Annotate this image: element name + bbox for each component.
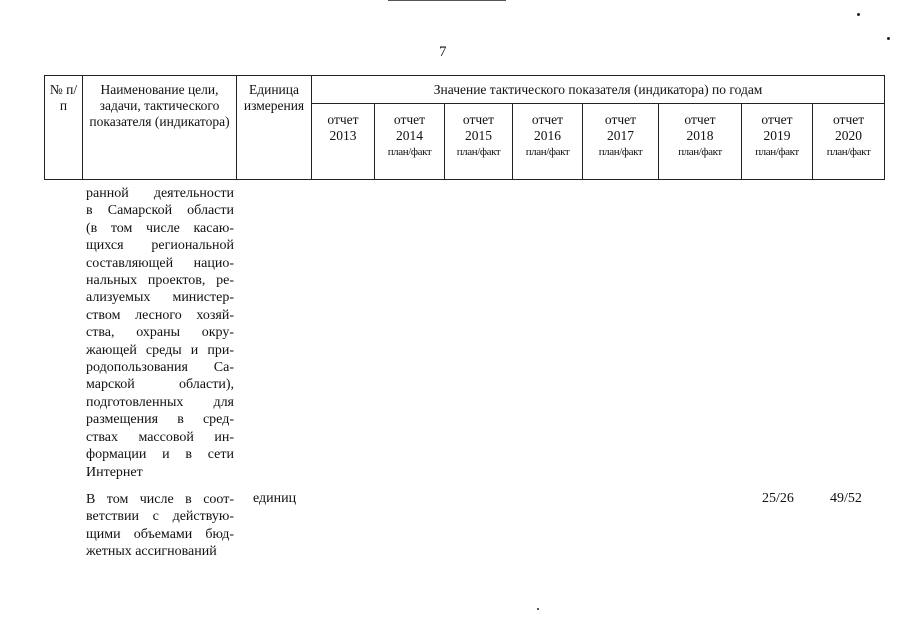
text-line: марской области), (86, 377, 234, 393)
year-col (659, 104, 742, 180)
plan-fact-label: план/факт (456, 146, 501, 158)
text-line: составляющей нацио- (86, 255, 234, 271)
year-value: 2018 (686, 128, 714, 143)
year-label: отчет (761, 112, 793, 127)
plan-fact-label: план/факт (387, 146, 432, 158)
year-value: 2017 (607, 128, 634, 143)
plan-fact-label: план/факт (678, 146, 722, 158)
year-label: отчет (832, 112, 865, 127)
year-col (312, 104, 375, 180)
text-line: ветствии с действую- (86, 509, 234, 525)
scan-speck (537, 608, 539, 610)
indicator-name-subitem (86, 491, 234, 561)
text-line: родопользования Са- (86, 360, 234, 376)
plan-fact-label: план/факт (598, 146, 643, 158)
plan-fact-label: план/факт (826, 146, 871, 158)
year-value: 2019 (763, 128, 791, 143)
scan-speck (887, 37, 890, 40)
indicator-name-continued (86, 185, 234, 481)
year-col (513, 104, 583, 180)
year-label: отчет (684, 112, 716, 127)
year-value: 2016 (534, 128, 561, 143)
text-line: размещения в сред- (86, 412, 234, 428)
text-line: Интернет (86, 464, 143, 480)
plan-fact-label: план/факт (755, 146, 799, 158)
text-line: В том числе в соот- (86, 492, 234, 507)
year-label: отчет (604, 112, 637, 127)
text-line: (в том числе касаю- (86, 220, 234, 236)
header-num: № п/п (45, 76, 83, 180)
year-label: отчет (393, 112, 426, 127)
value-2020: 49/52 (830, 491, 862, 506)
text-line: в Самарской области (86, 203, 234, 219)
unit-value: единиц (253, 491, 297, 506)
text-line: ства, охраны окру- (86, 325, 234, 341)
header-rule (388, 0, 506, 1)
text-line: щими объемами бюд- (86, 526, 234, 542)
year-col (445, 104, 513, 180)
year-value: 2020 (835, 128, 863, 143)
indicator-table-header (44, 75, 885, 180)
text-line: жетных ассигнований (86, 544, 217, 560)
plan-fact-label: план/факт (525, 146, 570, 158)
header-unit: Единица измерения (237, 76, 312, 180)
year-value: 2013 (329, 128, 357, 143)
scan-speck (857, 13, 860, 16)
text-line: ализуемых министер- (86, 290, 234, 306)
year-label: отчет (327, 112, 359, 127)
text-line: нальных проектов, ре- (86, 273, 234, 289)
year-value: 2015 (465, 128, 492, 143)
year-label: отчет (462, 112, 495, 127)
text-line: ствах массовой ин- (86, 429, 234, 445)
header-name: Наименование цели, задачи, тактического показателя (индикатора) (83, 76, 237, 180)
text-line: щихся региональной (86, 238, 234, 254)
text-line: ранной деятельности (86, 186, 234, 201)
year-col (583, 104, 659, 180)
text-line: ством лесного хозяй- (86, 307, 234, 323)
year-value: 2014 (396, 128, 423, 143)
text-line: формации и в сети (86, 447, 234, 463)
page-number: 7 (439, 44, 447, 60)
year-col (375, 104, 445, 180)
text-line: подготовленных для (86, 394, 234, 410)
header-values: Значение тактического показателя (индикатора) по годам (312, 76, 885, 104)
value-2019: 25/26 (762, 491, 794, 506)
year-label: отчет (531, 112, 564, 127)
text-line: жающей среды и при- (86, 342, 234, 358)
year-col (742, 104, 813, 180)
year-col (813, 104, 885, 180)
